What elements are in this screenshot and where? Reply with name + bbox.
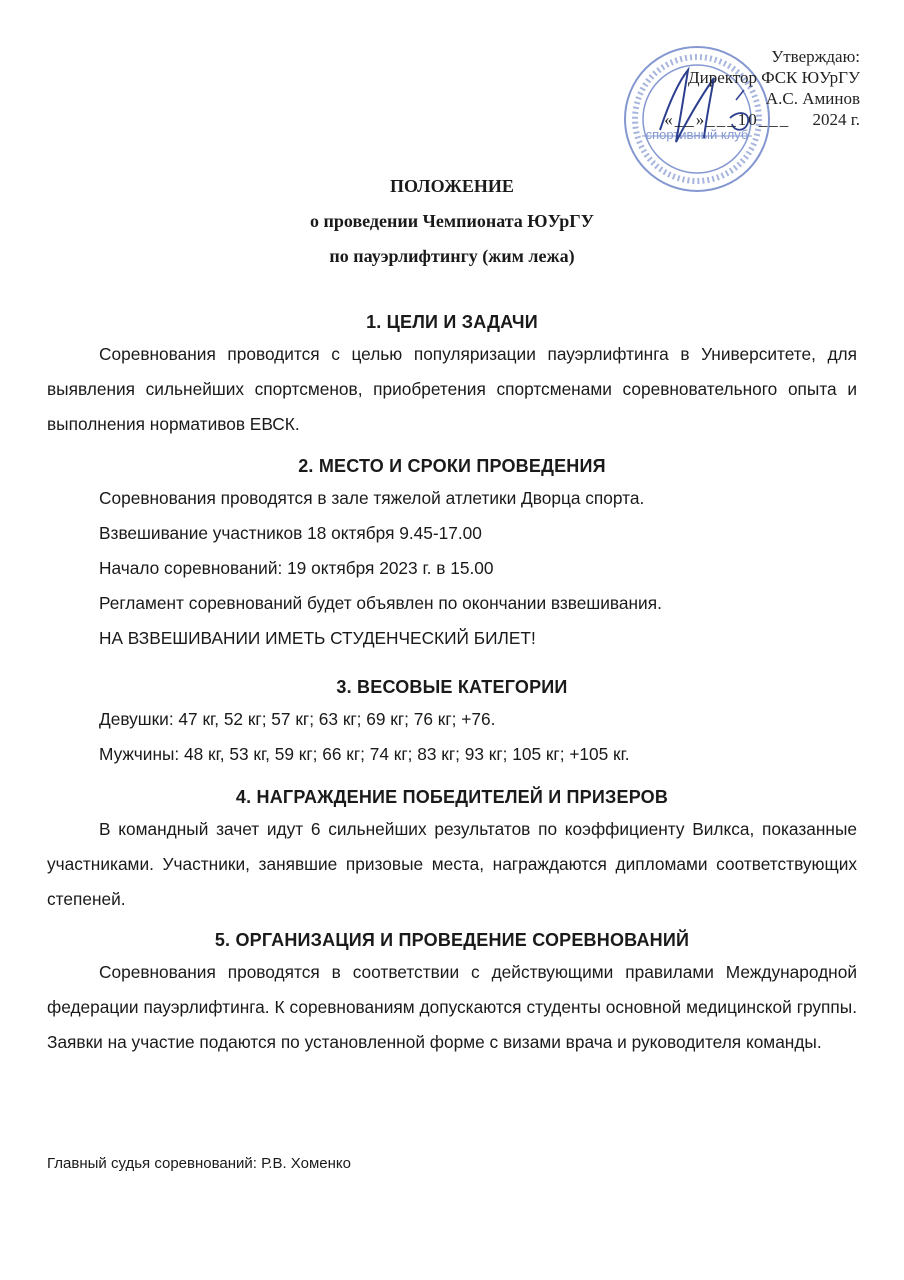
- section-paragraph: В командный зачет идут 6 сильнейших результатов по коэффициенту Вилкса, показанные участниками. Участники, занявшие призовые места, награждаются дипломами соответствующих степеней.: [47, 819, 857, 909]
- section-heading: 3. ВЕСОВЫЕ КАТЕГОРИИ: [336, 677, 568, 697]
- section-heading: 2. МЕСТО И СРОКИ ПРОВЕДЕНИЯ: [298, 456, 606, 476]
- section-awards: [47, 787, 857, 917]
- section-line: Девушки: 47 кг, 52 кг; 57 кг; 63 кг; 69 кг; 76 кг; +76.: [99, 709, 496, 729]
- approval-date: [664, 109, 860, 130]
- section-line: Мужчины: 48 кг, 53 кг, 59 кг; 66 кг; 74 кг; 83 кг; 93 кг; 105 кг; +105 кг.: [99, 744, 630, 764]
- stamp-text: спортивный клуб: [645, 127, 749, 142]
- title-line-3: по пауэрлифтингу (жим лежа): [329, 246, 575, 266]
- section-line: Взвешивание участников 18 октября 9.45-17.00: [99, 523, 482, 543]
- section-organization: [47, 930, 857, 1060]
- approval-date-year: 2024 г.: [812, 110, 860, 129]
- chief-judge: Главный судья соревнований: Р.В. Хоменко: [47, 1155, 351, 1172]
- approval-label: Утверждаю:: [771, 47, 860, 66]
- approval-person: А.С. Аминов: [765, 89, 860, 108]
- section-line: Регламент соревнований будет объявлен по окончании взвешивания.: [99, 593, 662, 613]
- document-title: [0, 169, 904, 274]
- section-goals: [47, 312, 857, 442]
- approval-block: [664, 46, 860, 130]
- title-line-1: ПОЛОЖЕНИЕ: [390, 176, 514, 196]
- section-paragraph: Соревнования проводятся в соответствии с действующими правилами Международной федерации пауэрлифтинга. К соревнованиям допускаются студенты основной медицинской группы. Заявки на участие подаются по установленной форме с визами врача и руководителя команды.: [47, 962, 857, 1052]
- section-line: НА ВЗВЕШИВАНИИ ИМЕТЬ СТУДЕНЧЕСКИЙ БИЛЕТ!: [99, 628, 536, 648]
- approval-position: Директор ФСК ЮУрГУ: [688, 68, 860, 87]
- section-heading: 5. ОРГАНИЗАЦИЯ И ПРОВЕДЕНИЕ СОРЕВНОВАНИЙ: [214, 930, 690, 950]
- section-heading: 4. НАГРАЖДЕНИЕ ПОБЕДИТЕЛЕЙ И ПРИЗЕРОВ: [235, 787, 669, 807]
- section-place-dates: [47, 456, 857, 656]
- approval-date-day-month: «__»___10___: [664, 110, 791, 129]
- section-line: Соревнования проводятся в зале тяжелой атлетики Дворца спорта.: [99, 488, 645, 508]
- title-line-2: о проведении Чемпионата ЮУрГУ: [310, 211, 594, 231]
- section-line: Начало соревнований: 19 октября 2023 г. в 15.00: [99, 558, 494, 578]
- section-weight-categories: [47, 677, 857, 772]
- section-heading: 1. ЦЕЛИ И ЗАДАЧИ: [366, 312, 538, 332]
- section-paragraph: Соревнования проводится с целью популяризации пауэрлифтинга в Университете, для выявления сильнейших спортсменов, приобретения спортсменами соревновательного опыта и выполнения нормативов ЕВСК.: [47, 344, 857, 434]
